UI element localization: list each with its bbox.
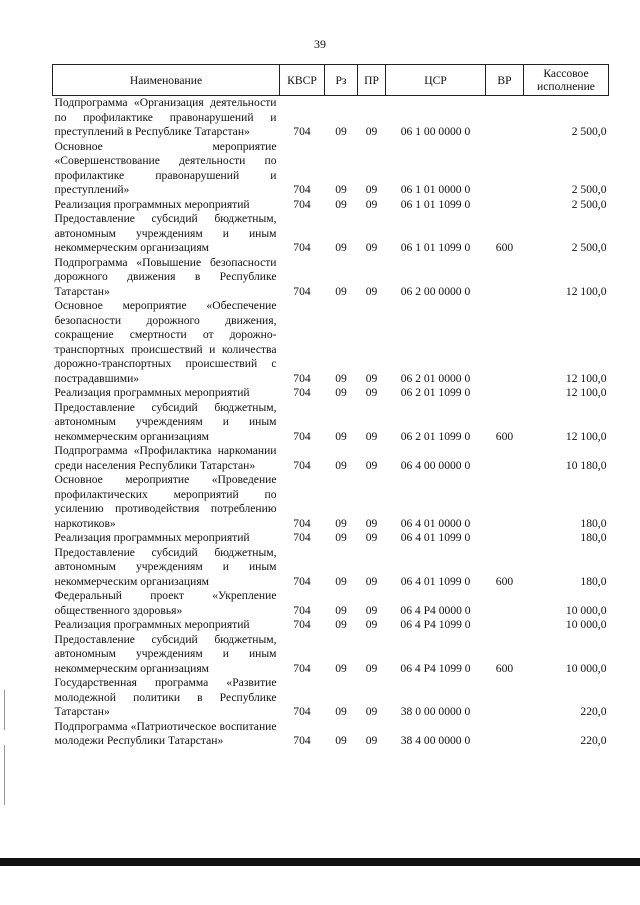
table-row xyxy=(53,720,609,749)
row-sum: 10 000,0 xyxy=(565,661,607,675)
row-pr: 09 xyxy=(365,603,378,617)
row-rz: 09 xyxy=(335,197,347,211)
header-sum: Кассовое исполнение xyxy=(524,65,609,96)
table-row xyxy=(53,401,609,445)
row-pr: 09 xyxy=(365,429,378,443)
table-row xyxy=(53,140,609,198)
row-sum: 12 100,0 xyxy=(565,284,607,298)
row-name: Подпрограмма «Профилактика наркомании среди населения Республики Татарстан» xyxy=(54,444,277,472)
row-kvsr: 704 xyxy=(293,125,311,138)
row-csr: 06 2 01 1099 0 xyxy=(400,429,471,443)
table-row xyxy=(53,531,609,546)
row-csr: 06 4 01 1099 0 xyxy=(400,574,471,588)
row-pr: 09 xyxy=(365,125,378,138)
row-pr: 09 xyxy=(365,734,378,747)
row-name: Предоставление субсидий бюджетным, автономным учреждениям и иным некоммерческим организациям xyxy=(54,545,277,588)
row-kvsr: 704 xyxy=(293,705,311,718)
row-rz: 09 xyxy=(335,386,347,399)
row-rz: 09 xyxy=(335,531,347,544)
row-csr: 06 4 P4 1099 0 xyxy=(400,618,471,631)
table-row xyxy=(53,473,609,531)
row-name: Реализация программных мероприятий xyxy=(54,197,250,211)
row-csr: 06 4 P4 1099 0 xyxy=(400,661,471,675)
row-name: Основное мероприятие «Совершенствование деятельности по профилактике правонарушений и преступлений» xyxy=(54,139,277,196)
table-row xyxy=(53,444,609,473)
row-kvsr: 704 xyxy=(293,371,311,385)
row-rz: 09 xyxy=(335,705,347,718)
row-rz: 09 xyxy=(335,371,347,385)
table-row xyxy=(53,299,609,386)
row-vr xyxy=(486,589,524,618)
row-name: Подпрограмма «Организация деятельности по профилактике правонарушений и преступлений в Республике Татарстан» xyxy=(54,96,277,138)
row-vr: 600 xyxy=(495,574,514,588)
row-kvsr: 704 xyxy=(293,284,311,298)
row-vr xyxy=(486,299,524,386)
row-pr: 09 xyxy=(365,574,378,588)
row-pr: 09 xyxy=(365,516,378,530)
row-kvsr: 704 xyxy=(293,574,311,588)
row-name: Федеральный проект «Укрепление общественного здоровья» xyxy=(54,589,277,617)
row-vr xyxy=(486,96,524,140)
row-kvsr: 704 xyxy=(293,183,311,196)
row-rz: 09 xyxy=(335,125,347,138)
header-vr: ВР xyxy=(486,65,524,96)
header-kvsr: КВСР xyxy=(280,65,325,96)
row-rz: 09 xyxy=(335,574,347,588)
row-pr: 09 xyxy=(365,618,378,631)
row-vr xyxy=(486,198,524,213)
row-sum: 220,0 xyxy=(580,705,607,718)
row-kvsr: 704 xyxy=(293,429,311,443)
row-sum: 10 180,0 xyxy=(565,458,607,472)
header-rz: Рз xyxy=(325,65,358,96)
table-row xyxy=(53,96,609,140)
row-csr: 06 2 01 1099 0 xyxy=(400,386,471,399)
scan-border-bar xyxy=(0,858,640,866)
row-pr: 09 xyxy=(365,458,378,472)
row-vr xyxy=(486,386,524,401)
table-row xyxy=(53,633,609,677)
row-name: Подпрограмма «Повышение безопасности дорожного движения в Республике Татарстан» xyxy=(54,255,277,298)
row-csr: 06 1 01 1099 0 xyxy=(400,241,471,254)
row-vr: 600 xyxy=(495,429,514,443)
row-pr: 09 xyxy=(365,197,378,211)
budget-table xyxy=(52,64,609,749)
row-kvsr: 704 xyxy=(293,197,311,211)
row-kvsr: 704 xyxy=(293,661,311,675)
row-rz: 09 xyxy=(335,603,347,617)
row-pr: 09 xyxy=(365,183,378,196)
row-sum: 2 500,0 xyxy=(571,125,607,138)
table-row xyxy=(53,546,609,590)
row-sum: 12 100,0 xyxy=(565,371,607,385)
row-rz: 09 xyxy=(335,734,347,747)
row-csr: 06 4 P4 0000 0 xyxy=(400,603,471,617)
scan-edge-mark xyxy=(4,745,5,805)
header-pr: ПР xyxy=(358,65,386,96)
table-header-row xyxy=(53,65,609,96)
row-name: Подпрограмма «Патриотическое воспитание молодежи Республики Татарстан» xyxy=(54,719,277,747)
row-vr xyxy=(486,676,524,720)
row-vr xyxy=(486,256,524,300)
row-sum: 180,0 xyxy=(580,516,607,530)
row-pr: 09 xyxy=(365,386,378,399)
row-kvsr: 704 xyxy=(293,241,311,254)
row-sum: 12 100,0 xyxy=(565,386,607,399)
row-vr xyxy=(486,618,524,633)
row-name: Государственная программа «Развитие молодежной политики в Республике Татарстан» xyxy=(54,676,277,718)
table-row xyxy=(53,589,609,618)
row-kvsr: 704 xyxy=(293,603,311,617)
table-row xyxy=(53,676,609,720)
row-csr: 06 4 01 0000 0 xyxy=(400,516,471,530)
row-csr: 38 4 00 0000 0 xyxy=(400,734,471,747)
row-kvsr: 704 xyxy=(293,458,311,472)
row-sum: 10 000,0 xyxy=(565,603,607,617)
row-sum: 10 000,0 xyxy=(565,618,607,631)
page-number: 39 xyxy=(314,37,326,51)
row-vr xyxy=(486,720,524,749)
row-name: Предоставление субсидий бюджетным, автономным учреждениям и иным некоммерческим организациям xyxy=(54,632,277,675)
row-csr: 06 2 00 0000 0 xyxy=(400,284,471,298)
row-rz: 09 xyxy=(335,661,347,675)
row-name: Реализация программных мероприятий xyxy=(54,531,250,544)
row-pr: 09 xyxy=(365,705,378,718)
row-kvsr: 704 xyxy=(293,516,311,530)
row-name: Основное мероприятие «Проведение профилактических мероприятий по усилению противодействия потреблению наркотиков» xyxy=(54,473,277,530)
row-name: Предоставление субсидий бюджетным, автономным учреждениям и иным некоммерческим организациям xyxy=(54,212,277,254)
row-csr: 06 4 01 1099 0 xyxy=(400,531,471,544)
row-csr: 06 4 00 0000 0 xyxy=(400,458,471,472)
table-row xyxy=(53,256,609,300)
row-name: Реализация программных мероприятий xyxy=(54,618,250,631)
header-csr: ЦСР xyxy=(386,65,486,96)
row-csr: 06 2 01 0000 0 xyxy=(400,371,471,385)
row-pr: 09 xyxy=(365,284,378,298)
table-row xyxy=(53,386,609,401)
row-kvsr: 704 xyxy=(293,386,311,399)
row-sum: 2 500,0 xyxy=(571,241,607,254)
row-name: Предоставление субсидий бюджетным, автономным учреждениям и иным некоммерческим организациям xyxy=(54,400,277,443)
row-sum: 180,0 xyxy=(580,574,607,588)
row-vr: 600 xyxy=(495,241,514,254)
row-vr: 600 xyxy=(495,661,514,675)
table-row xyxy=(53,618,609,633)
row-name: Реализация программных мероприятий xyxy=(54,386,250,399)
row-vr xyxy=(486,531,524,546)
row-csr: 38 0 00 0000 0 xyxy=(400,705,471,718)
row-rz: 09 xyxy=(335,516,347,530)
row-pr: 09 xyxy=(365,241,378,254)
row-rz: 09 xyxy=(335,618,347,631)
row-pr: 09 xyxy=(365,531,378,544)
row-rz: 09 xyxy=(335,458,347,472)
row-sum: 2 500,0 xyxy=(571,183,607,196)
row-rz: 09 xyxy=(335,429,347,443)
row-kvsr: 704 xyxy=(293,618,311,631)
row-sum: 180,0 xyxy=(580,531,607,544)
table-row xyxy=(53,212,609,256)
row-sum: 220,0 xyxy=(580,734,607,747)
row-kvsr: 704 xyxy=(293,734,311,747)
table-body xyxy=(53,96,609,749)
row-vr xyxy=(486,444,524,473)
row-kvsr: 704 xyxy=(293,531,311,544)
row-rz: 09 xyxy=(335,284,347,298)
row-pr: 09 xyxy=(365,661,378,675)
row-vr xyxy=(486,473,524,531)
row-csr: 06 1 01 0000 0 xyxy=(400,183,471,196)
row-sum: 12 100,0 xyxy=(565,429,607,443)
row-pr: 09 xyxy=(365,371,378,385)
row-rz: 09 xyxy=(335,183,347,196)
row-csr: 06 1 00 0000 0 xyxy=(400,125,471,138)
row-sum: 2 500,0 xyxy=(571,197,607,211)
row-vr xyxy=(486,140,524,198)
row-csr: 06 1 01 1099 0 xyxy=(400,197,471,211)
row-rz: 09 xyxy=(335,241,347,254)
header-name: Наименование xyxy=(53,65,280,96)
row-name: Основное мероприятие «Обеспечение безопасности дорожного движения, сокращение смертности от дорожно-транспортных происшествий и количества дорожно-транспортных происшествий с пострадавшими» xyxy=(54,299,277,385)
scan-edge-mark xyxy=(4,690,5,730)
table-row xyxy=(53,198,609,213)
